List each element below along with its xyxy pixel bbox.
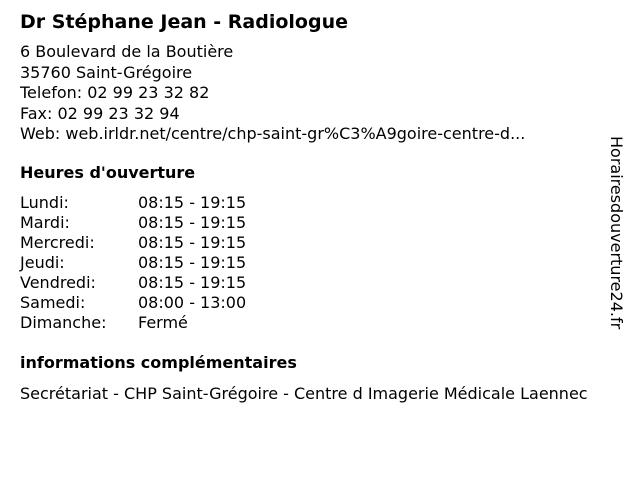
opening-hours-table	[20, 193, 246, 333]
street-address: 6 Boulevard de la Boutière	[20, 42, 234, 61]
page-title: Dr Stéphane Jean - Radiologue	[20, 11, 349, 33]
hours-row-tuesday	[20, 213, 246, 233]
phone-number: Telefon: 02 99 23 32 82	[20, 83, 210, 102]
hours-row-wednesday	[20, 233, 246, 253]
day-label: Mardi:	[20, 213, 70, 232]
time-range: 08:15 - 19:15	[138, 253, 247, 272]
hours-row-monday	[20, 193, 246, 213]
time-range: 08:15 - 19:15	[138, 213, 247, 232]
hours-row-thursday	[20, 253, 246, 273]
day-label: Samedi:	[20, 293, 86, 312]
day-label: Dimanche:	[20, 313, 107, 332]
time-range: 08:15 - 19:15	[138, 193, 247, 212]
info-heading: informations complémentaires	[20, 353, 297, 372]
time-range: 08:00 - 13:00	[138, 293, 247, 312]
hours-row-sunday	[20, 313, 246, 333]
hours-row-saturday	[20, 293, 246, 313]
address-block	[20, 42, 525, 145]
day-label: Lundi:	[20, 193, 69, 212]
city-postcode: 35760 Saint-Grégoire	[20, 62, 193, 82]
day-label: Mercredi:	[20, 233, 95, 252]
fax-number: Fax: 02 99 23 32 94	[20, 103, 180, 123]
site-watermark: Horairesdouverture24.fr	[607, 136, 626, 330]
time-range: Fermé	[138, 313, 188, 332]
website-link[interactable]: Web: web.irldr.net/centre/chp-saint-gr%C3%A9goire-centre-d...	[20, 124, 526, 143]
time-range: 08:15 - 19:15	[138, 273, 247, 292]
hours-heading: Heures d'ouverture	[20, 163, 196, 182]
info-text: Secrétariat - CHP Saint-Grégoire - Centre d Imagerie Médicale Laennec	[20, 384, 588, 403]
hours-row-friday	[20, 273, 246, 293]
day-label: Vendredi:	[20, 273, 96, 292]
time-range: 08:15 - 19:15	[138, 233, 247, 252]
day-label: Jeudi:	[20, 253, 65, 272]
